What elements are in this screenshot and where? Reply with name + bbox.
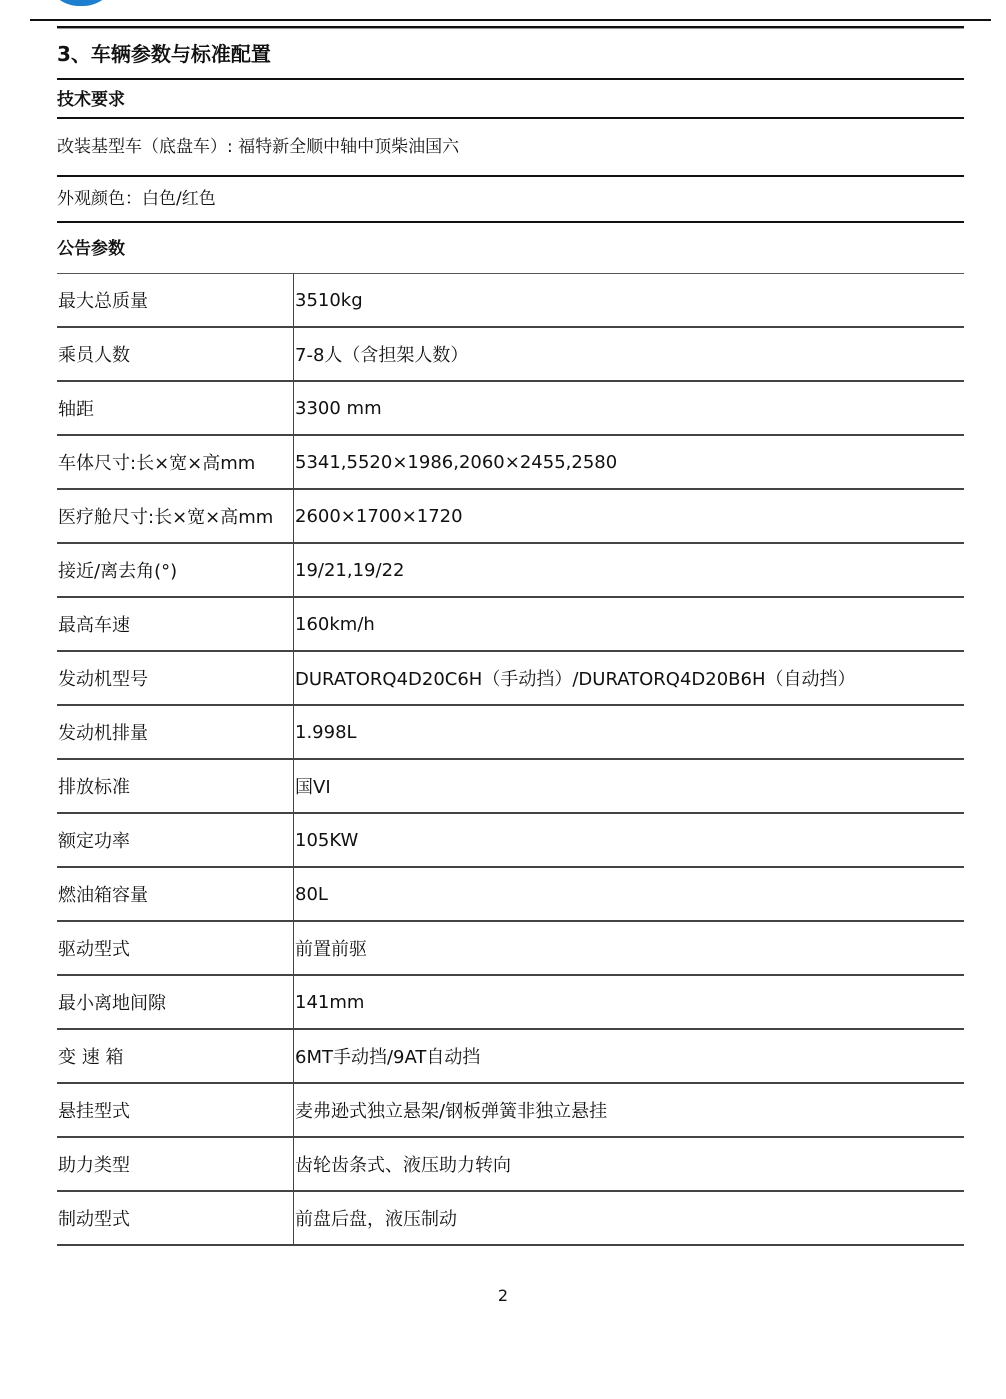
param-value: 5341,5520×1986,2060×2455,2580 [294,435,965,489]
table-row [57,489,964,543]
param-value: 前置前驱 [294,921,965,975]
param-name: 排放标准 [57,759,294,813]
table-row [57,975,964,1029]
table-row [57,597,964,651]
param-value: DURATORQ4D20C6H（手动挡）/DURATORQ4D20B6H（自动挡） [294,651,965,705]
param-value: 80L [294,867,965,921]
param-value: 19/21,19/22 [294,543,965,597]
section-title: 3、车辆参数与标准配置 [57,28,964,80]
param-value: 齿轮齿条式、液压助力转向 [294,1137,965,1191]
param-value: 7-8人（含担架人数） [294,327,965,381]
param-name: 助力类型 [57,1137,294,1191]
table-row [57,381,964,435]
param-name: 轴距 [57,381,294,435]
param-name: 燃油箱容量 [57,867,294,921]
header-rule [30,19,991,21]
param-value: 前盘后盘，液压制动 [294,1191,965,1245]
param-value: 3300 mm [294,381,965,435]
param-name: 乘员人数 [57,327,294,381]
param-value: 2600×1700×1720 [294,489,965,543]
table-row [57,327,964,381]
param-name: 医疗舱尺寸:长×宽×高mm [57,489,294,543]
param-value: 3510kg [294,274,965,327]
params-table [57,274,964,1246]
param-value: 国VI [294,759,965,813]
exterior-color-line: 外观颜色：白色/红色 [57,177,964,223]
param-name: 发动机排量 [57,705,294,759]
table-row [57,921,964,975]
table-row [57,759,964,813]
param-value: 105KW [294,813,965,867]
param-name: 最小离地间隙 [57,975,294,1029]
param-value: 6MT手动挡/9AT自动挡 [294,1029,965,1083]
param-name: 驱动型式 [57,921,294,975]
param-name: 额定功率 [57,813,294,867]
param-name: 悬挂型式 [57,1083,294,1137]
param-value: 1.998L [294,705,965,759]
param-name: 发动机型号 [57,651,294,705]
param-name: 接近/离去角(°) [57,543,294,597]
table-row [57,435,964,489]
base-vehicle-line: 改装基型车（底盘车）: 福特新全顺中轴中顶柴油国六 [57,119,964,177]
tech-requirements-heading: 技术要求 [57,80,964,119]
param-value: 160km/h [294,597,965,651]
param-name: 制动型式 [57,1191,294,1245]
param-name: 最高车速 [57,597,294,651]
announcement-params-heading: 公告参数 [57,223,964,274]
table-row [57,813,964,867]
table-row [57,543,964,597]
company-logo [45,0,117,6]
table-row [57,274,964,327]
table-row [57,1191,964,1245]
table-row [57,705,964,759]
table-row [57,1083,964,1137]
table-row [57,651,964,705]
param-value: 麦弗逊式独立悬架/钢板弹簧非独立悬挂 [294,1083,965,1137]
param-name: 变 速 箱 [57,1029,294,1083]
table-row [57,867,964,921]
document-body [57,28,964,1246]
param-value: 141mm [294,975,965,1029]
param-name: 车体尺寸:长×宽×高mm [57,435,294,489]
table-row [57,1029,964,1083]
page-number: 2 [497,1286,509,1305]
param-name: 最大总质量 [57,274,294,327]
table-row [57,1137,964,1191]
